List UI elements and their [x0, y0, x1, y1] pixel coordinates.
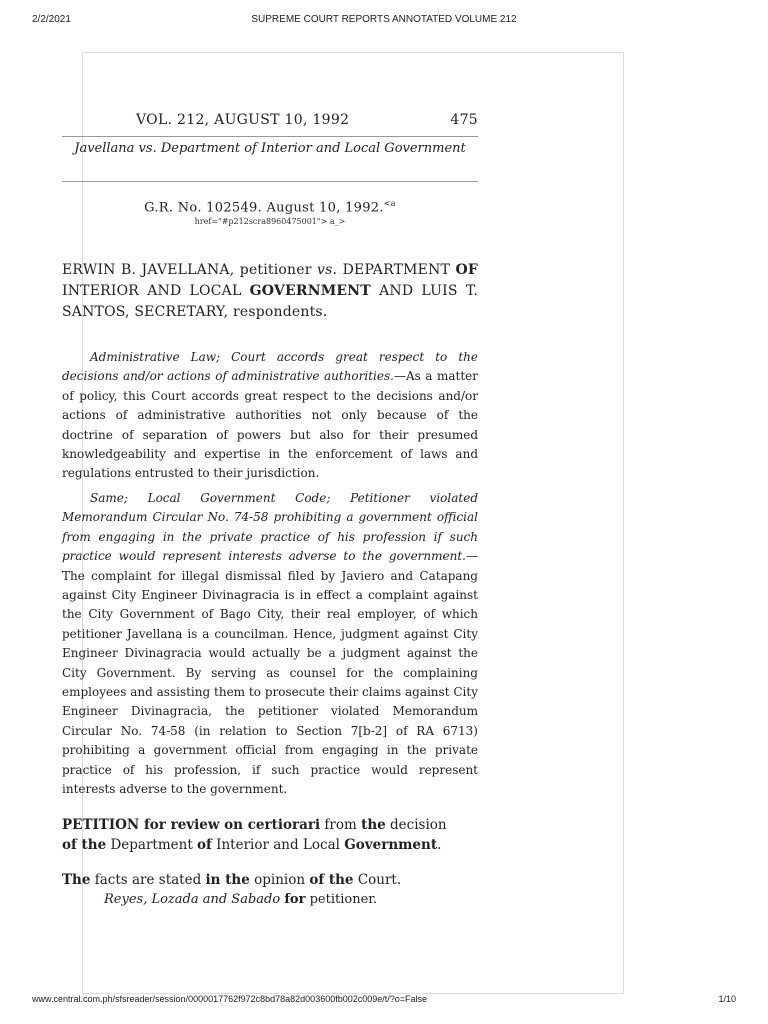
header-rule-top [62, 136, 478, 137]
syllabus-2-body: —The complaint for illegal dismissal filed by Javiero and Catapang against City Engineer Divinagracia is in effect a complaint against the City Government of Bago City, their real employer, of which petitioner Javellana is a councilman. Hence, judgment against City Engineer Divinagracia would actually be a judgment against the City Government. By serving as counsel for the complaining employees and assisting them to prosecute their claims against City Engineer Divinagracia, the petitioner violated Memorandum Circular No. 74-58 (in relation to Section 7[b-2] of RA 6713) prohibiting a government official from engaging in the private practice of his profession, if such practice would represent interests adverse to the government. [62, 549, 478, 797]
href-fragment-text: href="#p212scra8960475001"> [194, 217, 328, 226]
respondent-secretary: AND LUIS T. SANTOS, SECRETARY, respondents. [62, 283, 478, 320]
petition-the: the [361, 817, 386, 833]
gr-number [62, 199, 478, 215]
syllabus-2-headnote: Same; Local Government Code; Petitioner violated Memorandum Circular No. 74-58 prohibiting a government official from engaging in the private practice of his profession if such practice would represent interests adverse to the government. [62, 491, 478, 564]
print-date: 2/2/2021 [32, 14, 71, 25]
gr-number-text: G.R. No. 102549. August 10, 1992. [144, 200, 384, 216]
counsel-for: for [284, 892, 306, 907]
facts-of-the: of the [309, 872, 354, 888]
print-url: www.central.com.ph/sfsreader/session/0000017762f972c8bd78a82d003600fb002c009e/t/?o=False [32, 994, 428, 1004]
facts-court: Court. [357, 872, 402, 888]
respondent-department: DEPARTMENT [342, 262, 451, 278]
href-fragment-tail: a_> [329, 217, 346, 226]
counsel-firm: Reyes, Lozada and Sabado [104, 892, 281, 907]
counsel-party: petitioner. [309, 892, 378, 907]
respondent-interior: INTERIOR AND LOCAL [62, 283, 242, 299]
petition-period: . [437, 836, 442, 853]
case-caption: Javellana vs. Department of Interior and Local Government [74, 141, 466, 156]
counsel-line [104, 890, 478, 909]
href-fragment [62, 217, 478, 226]
facts-line [62, 871, 478, 891]
versus: vs. [317, 262, 338, 278]
petition-government: Government [344, 836, 438, 853]
running-head [62, 112, 478, 136]
print-header [32, 14, 736, 30]
volume-date: VOL. 212, AUGUST 10, 1992 [136, 112, 350, 128]
print-footer [32, 994, 736, 1008]
syllabus-1 [62, 348, 478, 484]
petition-label: PETITION for review on certiorari [62, 817, 321, 833]
petition-of: of [197, 836, 212, 853]
syllabus-1-headnote: Administrative Law; Court accords great respect to the decisions and/or actions of administrative authorities. [62, 350, 478, 384]
print-title: SUPREME COURT REPORTS ANNOTATED VOLUME 212 [251, 14, 517, 25]
facts-the: The [62, 872, 91, 888]
syllabus-2 [62, 489, 478, 800]
respondent-government: GOVERNMENT [249, 283, 371, 299]
petition-interior: Interior and Local [216, 836, 340, 853]
print-page-count: 1/10 [718, 994, 736, 1004]
petitioner-name: ERWIN B. JAVELLANA, petitioner [62, 262, 312, 278]
petition-line [62, 816, 478, 855]
footnote-marker: <a [383, 199, 396, 208]
respondent-of: OF [455, 262, 478, 278]
petition-from: from [324, 817, 357, 833]
parties [62, 260, 478, 323]
petition-of-the: of the [62, 836, 107, 853]
petition-decision: decision [390, 817, 447, 833]
facts-opinion: opinion [254, 872, 306, 888]
facts-stated: facts are stated [94, 872, 202, 888]
facts-in-the: in the [205, 872, 250, 888]
syllabus-1-body: —As a matter of policy, this Court accords great respect to the decisions and/or actions of administrative authorities not only because of the doctrine of separation of powers but also for their presumed knowledgeability and expertise in the enforcement of laws and regulations entrusted to their jurisdiction. [62, 369, 478, 481]
header-rule-bottom [62, 181, 478, 182]
petition-department: Department [110, 836, 193, 853]
page-number: 475 [450, 112, 478, 128]
